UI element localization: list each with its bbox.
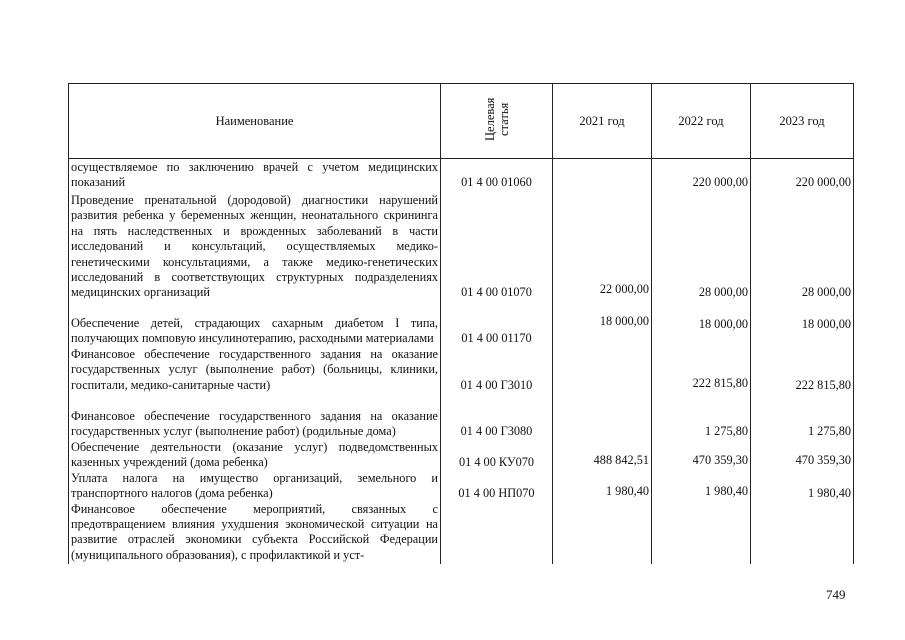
table-row <box>69 471 854 502</box>
header-year-2023: 2023 год <box>751 84 854 159</box>
row-value-2022: 1 980,40 <box>652 471 751 502</box>
table-row <box>69 301 854 347</box>
table-row <box>69 502 854 564</box>
row-value-2021 <box>553 159 652 191</box>
table-row <box>69 440 854 471</box>
row-value-2021 <box>553 393 652 439</box>
row-value-2022: 18 000,00 <box>652 301 751 347</box>
row-code: 01 4 00 Г3080 <box>441 393 553 439</box>
row-code: 01 4 00 01170 <box>441 301 553 347</box>
row-name: Финансовое обеспечение мероприятий, связанных с предотвращением влияния ухудшения экономической ситуации на развитие отраслей экономики субъекта Российской Федерации (муниципального образования), с профилактикой и уст- <box>69 502 441 564</box>
table-row <box>69 393 854 439</box>
page-number: 749 <box>826 587 846 602</box>
row-name: Обеспечение деятельности (оказание услуг) подведомственных казенных учреждений (дома ребенка) <box>69 440 441 471</box>
header-code-label: Целевая статья <box>482 97 511 141</box>
row-value-2023 <box>751 502 854 564</box>
row-name: Уплата налога на имущество организаций, земельного и транспортного налогов (дома ребенка) <box>69 471 441 502</box>
table-row <box>69 159 854 191</box>
row-value-2023: 1 275,80 <box>751 393 854 439</box>
row-value-2022: 222 815,80 <box>652 347 751 393</box>
row-name: осуществляемое по заключению врачей с учетом медицинских показаний <box>69 159 441 191</box>
table-header-row <box>69 84 854 159</box>
row-value-2023: 1 980,40 <box>751 471 854 502</box>
header-name: Наименование <box>69 84 441 159</box>
row-value-2022: 28 000,00 <box>652 190 751 300</box>
row-code: 01 4 00 КУ070 <box>441 440 553 471</box>
row-code: 01 4 00 01070 <box>441 190 553 300</box>
header-year-2022: 2022 год <box>652 84 751 159</box>
row-code: 01 4 00 Г3010 <box>441 347 553 393</box>
row-name: Финансовое обеспечение государственного задания на оказание государственных услуг (выполнение работ) (родильные дома) <box>69 393 441 439</box>
row-value-2023: 18 000,00 <box>751 301 854 347</box>
row-value-2021: 488 842,51 <box>553 440 652 471</box>
row-value-2023: 470 359,30 <box>751 440 854 471</box>
row-value-2021 <box>553 502 652 564</box>
row-value-2021 <box>553 347 652 393</box>
table-row <box>69 347 854 393</box>
row-name: Финансовое обеспечение государственного задания на оказание государственных услуг (выполнение работ) (больницы, клиники, госпитали, медико-санитарные части) <box>69 347 441 393</box>
row-code: 01 4 00 НП070 <box>441 471 553 502</box>
row-code: 01 4 00 01060 <box>441 159 553 191</box>
row-value-2023: 222 815,80 <box>751 347 854 393</box>
row-value-2021: 18 000,00 <box>553 301 652 347</box>
row-value-2022 <box>652 502 751 564</box>
header-code <box>441 84 553 159</box>
row-name: Проведение пренатальной (дородовой) диагностики нарушений развития ребенка у беременных женщин, неонатального скрининга на пять наследственных и врожденных заболеваний в части исследований и консультаций, осуществляемых медико-генетическими консультациями, а также медико-генетических исследований в соответствующих структурных подразделениях медицинских организаций <box>69 190 441 300</box>
row-value-2021: 1 980,40 <box>553 471 652 502</box>
row-value-2022: 220 000,00 <box>652 159 751 191</box>
header-year-2021: 2021 год <box>553 84 652 159</box>
row-value-2022: 1 275,80 <box>652 393 751 439</box>
row-value-2023: 220 000,00 <box>751 159 854 191</box>
row-code <box>441 502 553 564</box>
row-value-2021: 22 000,00 <box>553 190 652 300</box>
row-name: Обеспечение детей, страдающих сахарным диабетом I типа, получающих помповую инсулинотерапию, расходными материалами <box>69 301 441 347</box>
table-row <box>69 190 854 300</box>
row-value-2023: 28 000,00 <box>751 190 854 300</box>
row-value-2022: 470 359,30 <box>652 440 751 471</box>
budget-table <box>68 83 854 564</box>
